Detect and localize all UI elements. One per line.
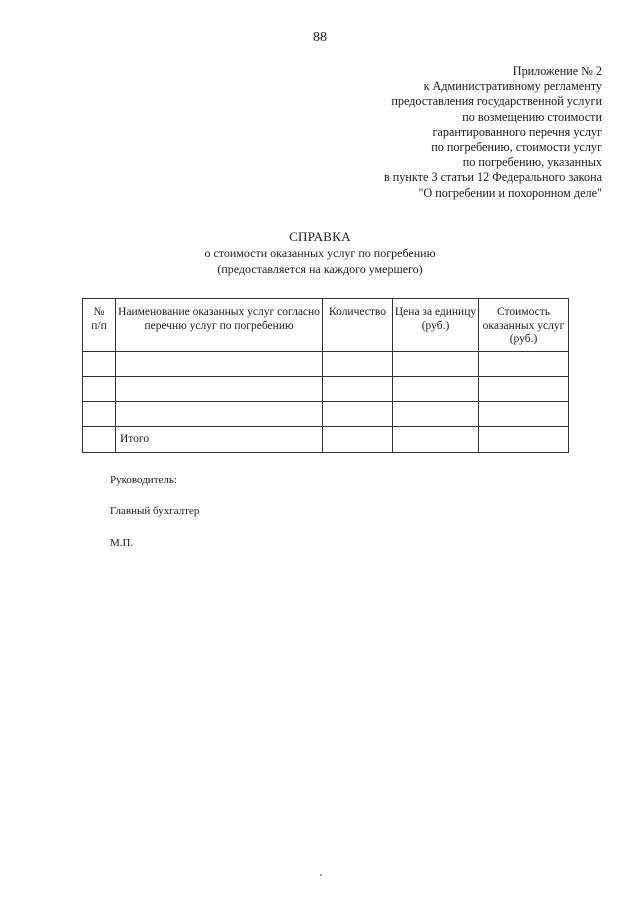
table-row bbox=[83, 377, 569, 402]
appendix-line: по погребению, стоимости услуг bbox=[431, 140, 602, 155]
appendix-line: гарантированного перечня услуг bbox=[432, 124, 602, 139]
table-cell bbox=[116, 377, 323, 402]
header-num-symbol: № bbox=[93, 306, 105, 318]
table-cell bbox=[479, 352, 569, 377]
table-cell bbox=[479, 377, 569, 402]
document-subtitle: о стоимости оказанных услуг по погребению bbox=[204, 246, 436, 260]
table-cell bbox=[83, 352, 116, 377]
total-label: Итого bbox=[116, 427, 323, 453]
signature-accountant-label: Главный бухгалтер bbox=[110, 505, 200, 517]
document-heading bbox=[0, 229, 640, 277]
signature-head-label: Руководитель: bbox=[110, 474, 177, 486]
table-cell bbox=[323, 427, 393, 453]
document-title: СПРАВКА bbox=[289, 229, 351, 244]
header-quantity: Количество bbox=[323, 299, 393, 352]
table-cell bbox=[83, 402, 116, 427]
appendix-line: предоставления государственной услуги bbox=[391, 94, 602, 109]
header-num-abbr: п/п bbox=[91, 319, 107, 332]
table-cell bbox=[479, 427, 569, 453]
table-header-row bbox=[83, 299, 569, 352]
table-total-row bbox=[83, 427, 569, 453]
appendix-line: к Административному регламенту bbox=[423, 79, 602, 94]
table-cell bbox=[479, 402, 569, 427]
stamp-label: М.П. bbox=[110, 537, 134, 549]
appendix-line: по возмещению стоимости bbox=[462, 109, 602, 124]
table-cell bbox=[393, 402, 479, 427]
appendix-block bbox=[302, 64, 602, 201]
table-cell bbox=[393, 427, 479, 453]
header-unit-price: Цена за единицу (руб.) bbox=[393, 299, 479, 352]
table-row bbox=[83, 402, 569, 427]
page-number: 88 bbox=[313, 30, 327, 45]
table-cell bbox=[323, 377, 393, 402]
table-cell bbox=[83, 377, 116, 402]
table-cell bbox=[83, 427, 116, 453]
table-row bbox=[83, 352, 569, 377]
table-cell bbox=[116, 402, 323, 427]
document-note: (предоставляется на каждого умершего) bbox=[217, 262, 423, 276]
table-cell bbox=[323, 352, 393, 377]
header-total-cost: Стоимость оказанных услуг (руб.) bbox=[479, 299, 569, 352]
table-cell bbox=[393, 352, 479, 377]
appendix-line: по погребению, указанных bbox=[462, 155, 602, 170]
table-cell bbox=[323, 402, 393, 427]
scan-speck bbox=[320, 874, 322, 876]
services-table bbox=[82, 298, 569, 453]
appendix-line: Приложение № 2 bbox=[512, 64, 602, 78]
table-cell bbox=[393, 377, 479, 402]
header-num bbox=[83, 299, 116, 352]
header-service-name: Наименование оказанных услуг согласно перечню услуг по погребению bbox=[116, 299, 323, 352]
table-cell bbox=[116, 352, 323, 377]
appendix-line: "О погребении и похоронном деле" bbox=[418, 185, 602, 200]
appendix-line: в пункте 3 статьи 12 Федерального закона bbox=[383, 170, 602, 185]
